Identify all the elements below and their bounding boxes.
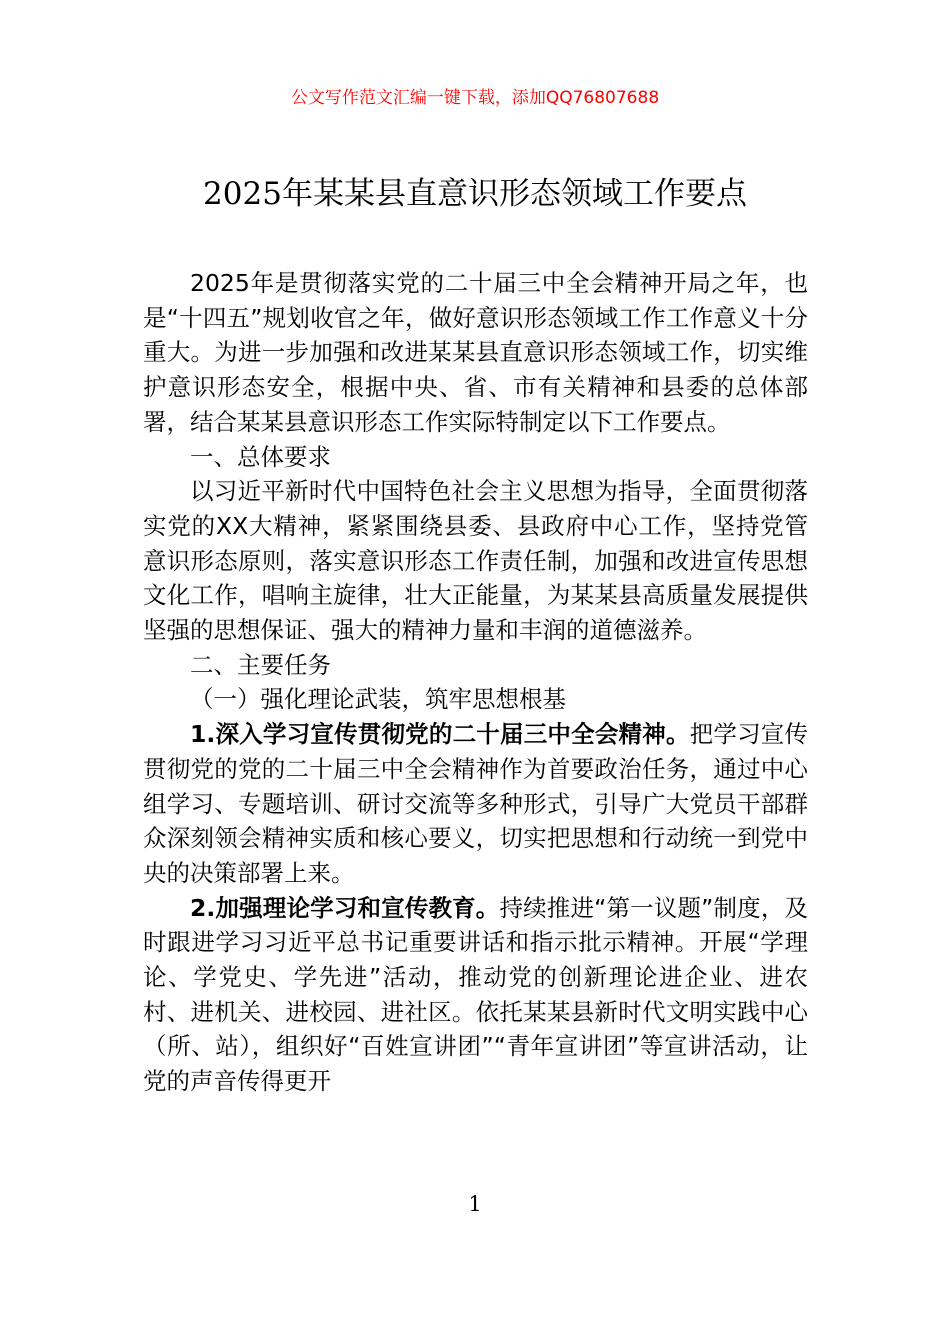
- task-item-2: [143, 891, 808, 1099]
- task-item-2-body: 持续推进“第一议题”制度，及时跟进学习习近平总书记重要讲话和指示批示精神。开展“学理论、学党史、学先进”活动，推动党的创新理论进企业、进农村、进机关、进校园、进社区。依托某某县新时代文明实践中心（所、站），组织好“百姓宣讲团”“青年宣讲团”等宣讲活动，让党的声音传得更开: [143, 893, 808, 1096]
- document-body: [143, 266, 808, 1099]
- section-heading-general: 一、总体要求: [190, 442, 331, 471]
- download-banner: 公文写作范文汇编一键下载，添加QQ76807688: [290, 88, 660, 108]
- page-number: 1: [468, 1192, 482, 1216]
- intro-paragraph: 2025年是贯彻落实党的二十届三中全会精神开局之年，也是“十四五”规划收官之年，做好意识形态领域工作工作意义十分重大。为进一步加强和改进某某县直意识形态领域工作，切实维护意识形态安全，根据中央、省、市有关精神和县委的总体部署，结合某某县意识形态工作实际特制定以下工作要点。: [143, 269, 808, 436]
- section-heading-tasks: 二、主要任务: [190, 650, 331, 679]
- general-requirements-paragraph: 以习近平新时代中国特色社会主义思想为指导，全面贯彻落实党的XX大精神，紧紧围绕县委、县政府中心工作，坚持党管意识形态原则，落实意识形态工作责任制，加强和改进宣传思想文化工作，唱响主旋律，壮大正能量，为某某县高质量发展提供坚强的思想保证、强大的精神力量和丰润的道德滋养。: [143, 477, 808, 645]
- subsection-heading-theory: （一）强化理论武装，筑牢思想根基: [190, 685, 566, 714]
- task-item-1: [143, 717, 808, 891]
- task-item-1-body: 把学习宣传贯彻党的党的二十届三中全会精神作为首要政治任务，通过中心组学习、专题培训、研讨交流等多种形式，引导广大党员干部群众深刻领会精神实质和核心要义，切实把思想和行动统一到党中央的决策部署上来。: [143, 720, 809, 887]
- task-item-2-title: 2.加强理论学习和宣传教育。: [190, 893, 500, 922]
- task-item-1-title: 1.深入学习宣传贯彻党的二十届三中全会精神。: [190, 720, 690, 749]
- document-title: 2025年某某县直意识形态领域工作要点: [203, 176, 747, 212]
